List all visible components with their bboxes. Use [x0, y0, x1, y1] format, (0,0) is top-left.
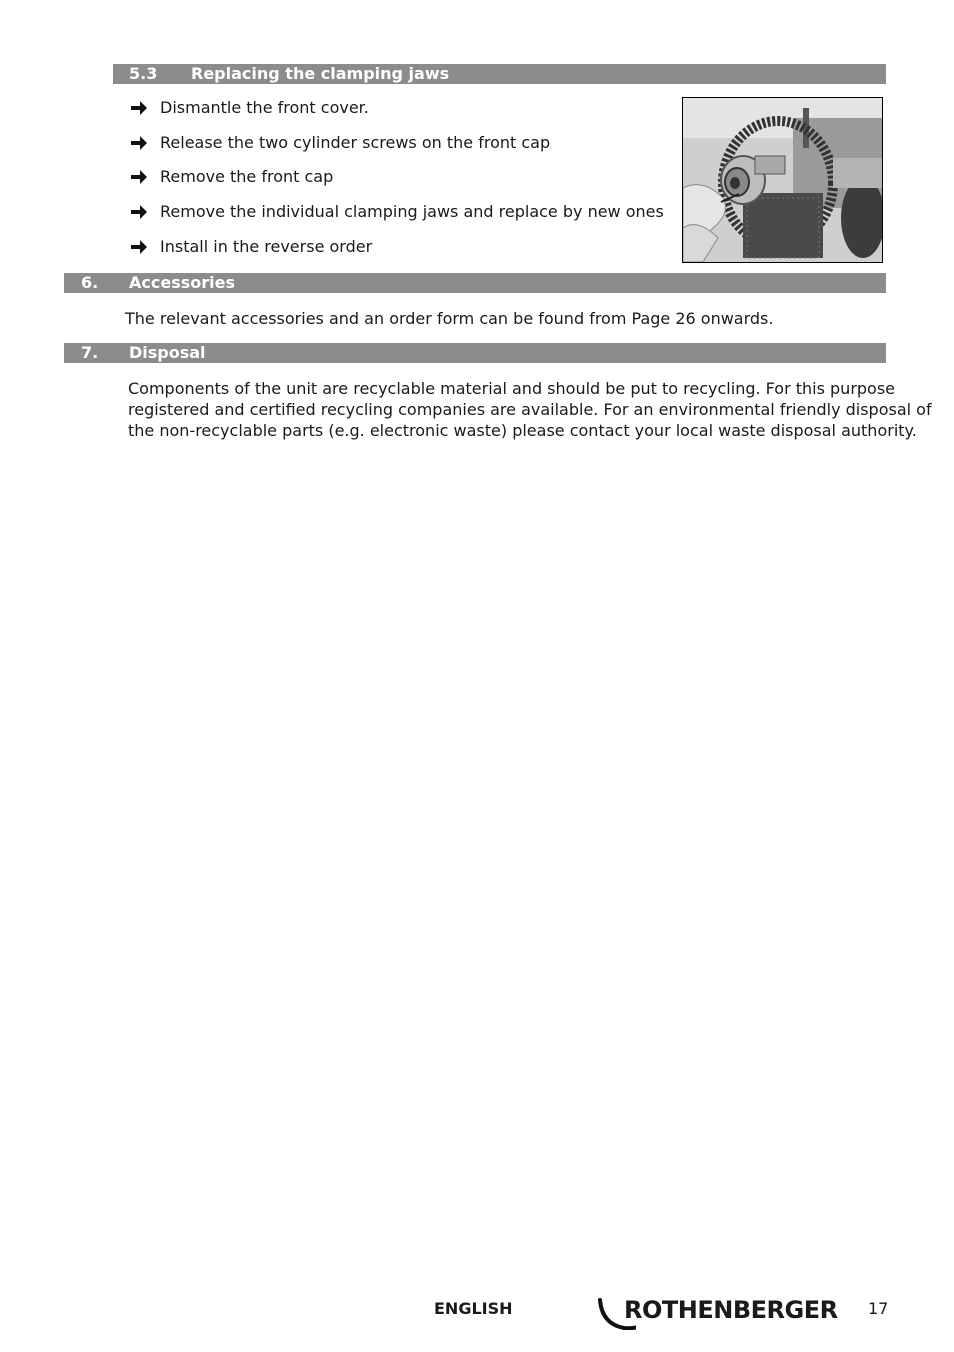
arrow-right-icon [130, 204, 148, 220]
list-item [130, 201, 670, 236]
arrow-right-icon [130, 239, 148, 255]
section-number: 6. [81, 273, 99, 292]
arrow-right-icon [130, 169, 148, 185]
step-text: Remove the individual clamping jaws and replace by new ones [160, 202, 664, 222]
section-title: Replacing the clamping jaws [191, 64, 450, 83]
brand-logo [596, 1294, 836, 1330]
disposal-line: Components of the unit are recyclable material and should be put to recycling. For this purpose [128, 379, 896, 398]
section-header-6 [64, 273, 886, 293]
disposal-line: the non-recyclable parts (e.g. electronic waste) please contact your local waste disposal authority. [128, 421, 917, 440]
arrow-right-icon [130, 100, 148, 116]
arrow-right-icon [130, 135, 148, 151]
step-text: Install in the reverse order [160, 236, 373, 256]
step-text: Remove the front cap [160, 167, 334, 187]
step-text: Release the two cylinder screws on the front cap [160, 132, 551, 152]
section-title: Disposal [129, 343, 206, 362]
step-text: Dismantle the front cover. [160, 98, 369, 117]
list-item [130, 166, 670, 201]
step-list [130, 97, 670, 270]
page-number: 17 [868, 1299, 889, 1318]
disposal-text [128, 378, 932, 441]
disposal-line: registered and certified recycling companies are available. For an environmental friendly disposal of [128, 400, 932, 419]
section-title: Accessories [129, 273, 235, 292]
footer-language: ENGLISH [434, 1299, 513, 1318]
clamping-jaws-photo [682, 97, 883, 263]
list-item [130, 236, 670, 271]
brand-name: ROTHENBERGER [624, 1296, 838, 1324]
section-header-5-3 [113, 64, 886, 84]
list-item [130, 97, 670, 132]
section-number: 7. [81, 343, 99, 362]
section-header-7 [64, 343, 886, 363]
accessories-text: The relevant accessories and an order form can be found from Page 26 onwards. [125, 309, 774, 328]
section-number: 5.3 [129, 64, 158, 83]
list-item [130, 132, 670, 167]
